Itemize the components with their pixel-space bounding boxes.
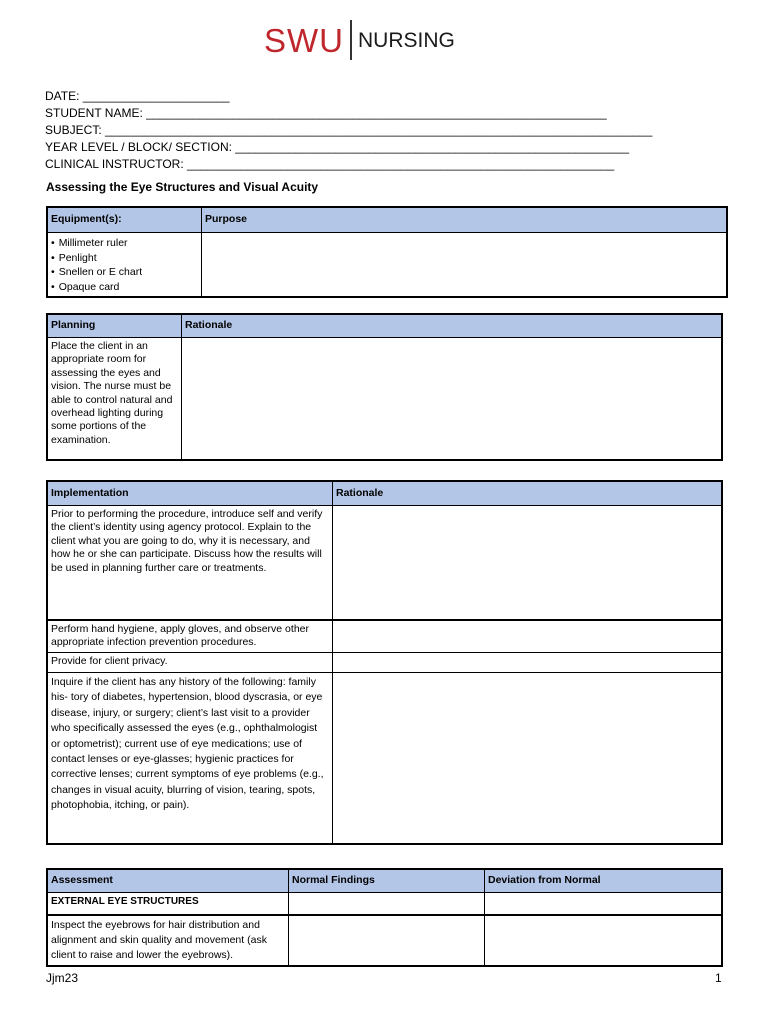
planning-rationale-cell[interactable]: [182, 338, 723, 461]
deviation-cell[interactable]: [485, 915, 723, 966]
equipment-header: Equipment(s):: [47, 207, 202, 233]
page-number: 1: [715, 971, 722, 985]
logo-swu: SWU: [264, 21, 344, 59]
implementation-rationale-cell[interactable]: [333, 620, 723, 653]
normal-findings-cell[interactable]: [289, 893, 485, 916]
implementation-rationale-cell[interactable]: [333, 653, 723, 673]
planning-rationale-header: Rationale: [182, 314, 723, 338]
implementation-rationale-cell[interactable]: [333, 506, 723, 621]
assessment-header: Assessment: [47, 869, 289, 893]
equipment-list-cell: [47, 233, 202, 298]
clinical-instructor-field[interactable]: CLINICAL INSTRUCTOR: ________________________________________________________________: [45, 157, 615, 171]
deviation-header: Deviation from Normal: [485, 869, 723, 893]
footer-code: Jjm23: [46, 971, 79, 985]
purpose-header: Purpose: [202, 207, 728, 233]
equipment-item: • Snellen or E chart: [51, 265, 198, 280]
implementation-step: Provide for client privacy.: [47, 653, 333, 673]
planning-text-cell: Place the client in an appropriate room for assessing the eyes and vision. The nurse must be able to control natural and overhead lighting during some portions of the examination.: [47, 338, 182, 461]
implementation-rationale-cell[interactable]: [333, 673, 723, 845]
implementation-table: [46, 480, 723, 845]
student-info-fields: [45, 88, 652, 173]
implementation-header: Implementation: [47, 481, 333, 506]
subject-field[interactable]: SUBJECT: __________________________________________________________________________________: [45, 123, 653, 137]
implementation-step: Prior to performing the procedure, introduce self and verify the client’s identity using agency protocol. Explain to the client what you are going to do, why it is necessary, and how he or she can participate. Discuss how the results will be used in planning further care or treatments.: [47, 506, 333, 621]
year-level-field[interactable]: YEAR LEVEL / BLOCK/ SECTION: ___________________________________________________________: [45, 140, 630, 154]
equipment-item: • Opaque card: [51, 280, 198, 295]
logo-divider: [350, 20, 352, 60]
date-field[interactable]: DATE: ______________________: [45, 89, 230, 103]
planning-header: Planning: [47, 314, 182, 338]
external-eye-structures-subheader: EXTERNAL EYE STRUCTURES: [47, 893, 289, 916]
normal-findings-header: Normal Findings: [289, 869, 485, 893]
equipment-table: [46, 206, 728, 298]
equipment-item: • Penlight: [51, 251, 198, 266]
section-title: Assessing the Eye Structures and Visual Acuity: [46, 180, 319, 194]
normal-findings-cell[interactable]: [289, 915, 485, 966]
logo-nursing: NURSING: [358, 28, 455, 52]
implementation-step: Perform hand hygiene, apply gloves, and observe other appropriate infection prevention procedures.: [47, 620, 333, 653]
assessment-table: [46, 868, 723, 967]
student-name-field[interactable]: STUDENT NAME: _____________________________________________________________________: [45, 106, 607, 120]
deviation-cell[interactable]: [485, 893, 723, 916]
planning-table: [46, 313, 723, 461]
purpose-cell[interactable]: [202, 233, 728, 298]
equipment-item: • Millimeter ruler: [51, 236, 198, 251]
logo: [264, 18, 455, 62]
assessment-step: Inspect the eyebrows for hair distribution and alignment and skin quality and movement (ask client to raise and lower the eyebrows).: [47, 915, 289, 966]
implementation-rationale-header: Rationale: [333, 481, 723, 506]
implementation-step: Inquire if the client has any history of the following: family his- tory of diabetes, hypertension, blood dyscrasia, or eye disease, injury, or surgery; client’s last visit to a provider who specifically assessed the eyes (e.g., ophthalmologist or optometrist); current use of eye medications; use of contact lenses or eye-glasses; hygienic practices for corrective lenses; current symptoms of eye problems (e.g., changes in visual acuity, blurring of vision, tearing, spots, photophobia, itching, or pain).: [47, 673, 333, 845]
